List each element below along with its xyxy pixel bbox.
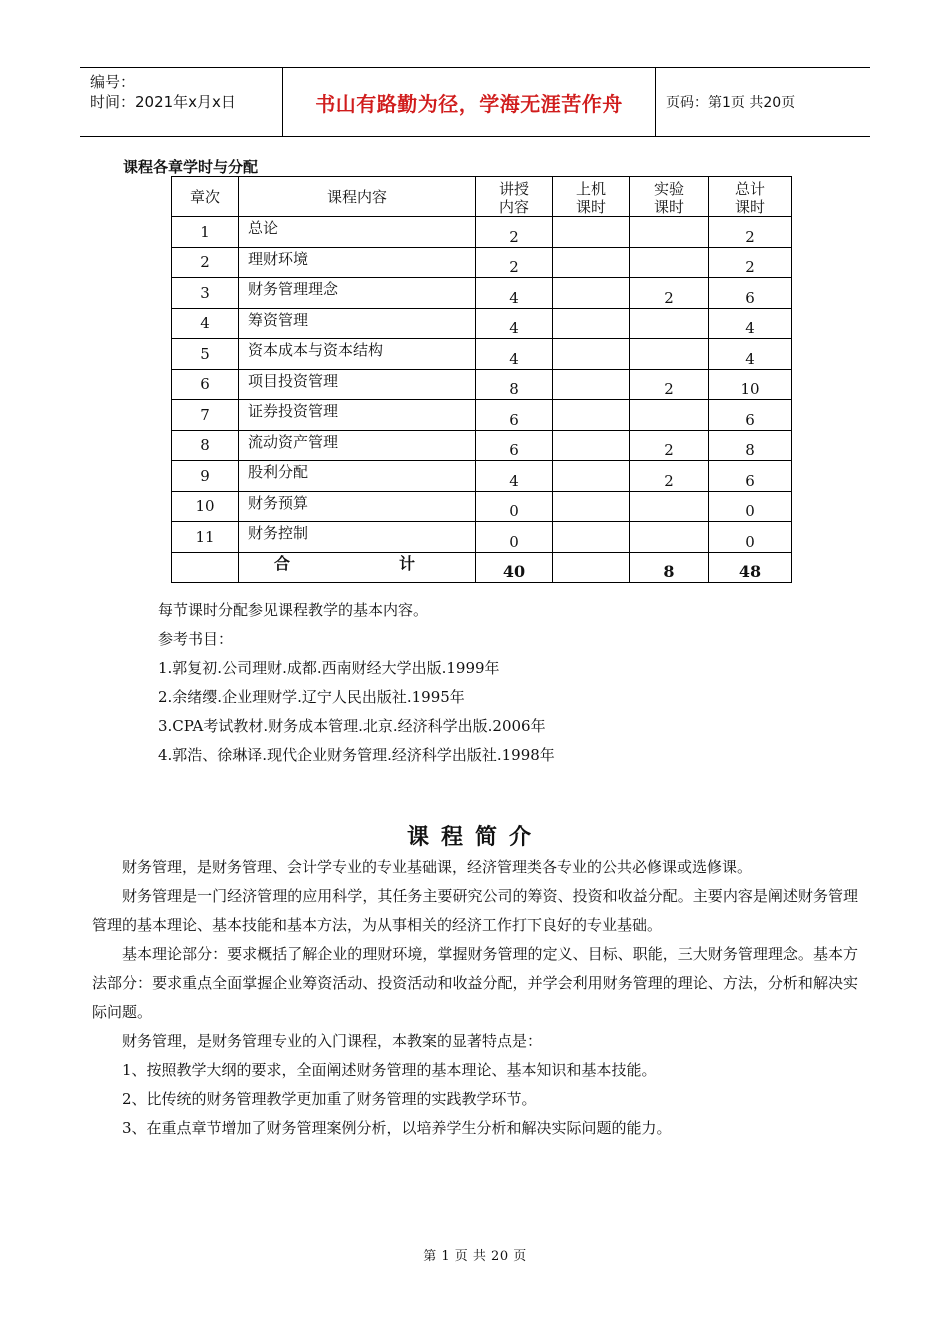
row-name: 财务管理理念 [239, 278, 476, 309]
row-lab [553, 461, 630, 492]
row-total: 6 [709, 461, 792, 492]
time-label: 时间：2021年x月x日 [90, 93, 236, 111]
row-experiment [630, 217, 709, 248]
table-total-row [172, 552, 792, 583]
row-name: 证券投资管理 [239, 400, 476, 431]
row-experiment [630, 308, 709, 339]
row-total: 0 [709, 491, 792, 522]
row-lecture: 2 [476, 217, 553, 248]
row-total: 6 [709, 400, 792, 431]
table-title: 课程各章学时与分配 [123, 158, 259, 176]
row-no: 3 [172, 278, 239, 309]
row-no: 5 [172, 339, 239, 370]
header-lecture [476, 177, 553, 217]
total-no [172, 552, 239, 583]
intro-title: 课程简介 [406, 824, 543, 850]
total-lecture: 40 [476, 552, 553, 583]
row-name: 总论 [239, 217, 476, 248]
row-total: 2 [709, 217, 792, 248]
header-meta [80, 68, 282, 136]
intro-body [92, 853, 858, 1143]
header-experiment [630, 177, 709, 217]
references-heading: 参考书目： [158, 630, 234, 648]
table-row [172, 430, 792, 461]
serial-label: 编号： [90, 73, 136, 91]
total-label-2: 计 [398, 553, 415, 573]
intro-paragraph: 基本理论部分：要求概括了解企业的理财环境，掌握财务管理的定义、目标、职能，三大财务管理理念。基本方法部分：要求重点全面掌握企业筹资活动、投资活动和收益分配，并学会利用财务管理的理论、方法，分析和解决实际问题。 [92, 945, 858, 1021]
table-row [172, 308, 792, 339]
total-total: 48 [709, 552, 792, 583]
intro-paragraph: 财务管理，是财务管理专业的入门课程，本教案的显著特点是： [122, 1032, 543, 1050]
intro-paragraph: 1、按照教学大纲的要求，全面阐述财务管理的基本理论、基本知识和基本技能。 [122, 1061, 657, 1079]
page-footer: 第 1 页 共 20 页 [423, 1249, 527, 1264]
row-lecture: 2 [476, 247, 553, 278]
total-label-1: 合 [274, 553, 291, 573]
row-experiment: 2 [630, 369, 709, 400]
hours-note: 每节课时分配参见课程教学的基本内容。 [158, 601, 429, 619]
row-total: 10 [709, 369, 792, 400]
row-lecture: 4 [476, 308, 553, 339]
row-no: 11 [172, 522, 239, 553]
row-total: 6 [709, 278, 792, 309]
row-lecture: 0 [476, 491, 553, 522]
row-name: 筹资管理 [239, 308, 476, 339]
row-name: 股利分配 [239, 461, 476, 492]
row-lab [553, 491, 630, 522]
header-content: 课程内容 [239, 177, 476, 217]
row-name: 理财环境 [239, 247, 476, 278]
row-experiment: 2 [630, 278, 709, 309]
page-header [80, 67, 870, 137]
row-lab [553, 369, 630, 400]
row-no: 9 [172, 461, 239, 492]
total-experiment: 8 [630, 552, 709, 583]
header-lecture-line1: 讲授 [498, 180, 529, 198]
row-lecture: 6 [476, 430, 553, 461]
row-no: 6 [172, 369, 239, 400]
row-total: 2 [709, 247, 792, 278]
references-section [158, 596, 555, 770]
total-label [239, 552, 476, 583]
row-no: 7 [172, 400, 239, 431]
header-lab [553, 177, 630, 217]
header-lecture-line2: 内容 [498, 198, 529, 216]
row-experiment [630, 339, 709, 370]
row-experiment [630, 491, 709, 522]
row-lecture: 4 [476, 461, 553, 492]
header-lab-line1: 上机 [575, 180, 606, 198]
row-no: 10 [172, 491, 239, 522]
header-exp-line2: 课时 [653, 198, 684, 216]
table-row [172, 491, 792, 522]
table-row [172, 217, 792, 248]
header-total-line2: 课时 [734, 198, 765, 216]
table-row [172, 400, 792, 431]
row-experiment [630, 247, 709, 278]
table-row [172, 339, 792, 370]
row-total: 4 [709, 339, 792, 370]
row-lab [553, 217, 630, 248]
table-row [172, 461, 792, 492]
row-total: 8 [709, 430, 792, 461]
table-row [172, 247, 792, 278]
row-experiment: 2 [630, 461, 709, 492]
hours-table-body [172, 217, 792, 583]
row-experiment [630, 522, 709, 553]
header-total [709, 177, 792, 217]
hours-table [171, 176, 792, 583]
header-motto [282, 68, 656, 136]
row-total: 0 [709, 522, 792, 553]
header-lab-line2: 课时 [575, 198, 606, 216]
row-no: 2 [172, 247, 239, 278]
reference-item: 4.郭浩、徐琳译.现代企业财务管理.经济科学出版社.1998年 [158, 746, 555, 764]
motto-text: 书山有路勤为径，学海无涯苦作舟 [315, 91, 623, 116]
row-lab [553, 430, 630, 461]
header-page-info [656, 68, 870, 136]
header-total-line1: 总计 [734, 180, 765, 198]
intro-paragraph: 财务管理是一门经济管理的应用科学，其任务主要研究公司的筹资、投资和收益分配。主要内容是阐述财务管理管理的基本理论、基本技能和基本方法，为从事相关的经济工作打下良好的专业基础。 [92, 887, 858, 934]
row-no: 1 [172, 217, 239, 248]
row-experiment [630, 400, 709, 431]
reference-item: 3.CPA考试教材.财务成本管理.北京.经济科学出版.2006年 [158, 717, 546, 735]
row-no: 4 [172, 308, 239, 339]
row-name: 流动资产管理 [239, 430, 476, 461]
row-lab [553, 339, 630, 370]
header-chapter: 章次 [172, 177, 239, 217]
intro-paragraph: 3、在重点章节增加了财务管理案例分析，以培养学生分析和解决实际问题的能力。 [122, 1119, 672, 1137]
intro-paragraph: 财务管理，是财务管理、会计学专业的专业基础课，经济管理类各专业的公共必修课或选修课。 [122, 858, 753, 876]
row-name: 财务预算 [239, 491, 476, 522]
total-lab [553, 552, 630, 583]
reference-item: 2.余绪缨.企业理财学.辽宁人民出版社.1995年 [158, 688, 465, 706]
table-header-row [172, 177, 792, 217]
table-row [172, 369, 792, 400]
row-total: 4 [709, 308, 792, 339]
row-lab [553, 522, 630, 553]
row-lab [553, 247, 630, 278]
header-exp-line1: 实验 [653, 180, 684, 198]
row-lecture: 6 [476, 400, 553, 431]
table-row [172, 278, 792, 309]
intro-paragraph: 2、比传统的财务管理教学更加重了财务管理的实践教学环节。 [122, 1090, 537, 1108]
row-lab [553, 278, 630, 309]
row-lecture: 0 [476, 522, 553, 553]
row-lecture: 4 [476, 339, 553, 370]
row-name: 项目投资管理 [239, 369, 476, 400]
reference-item: 1.郭复初.公司理财.成都.西南财经大学出版.1999年 [158, 659, 500, 677]
row-name: 财务控制 [239, 522, 476, 553]
table-row [172, 522, 792, 553]
page-label: 页码：第1页 共20页 [666, 95, 796, 111]
row-lecture: 8 [476, 369, 553, 400]
row-lab [553, 308, 630, 339]
row-name: 资本成本与资本结构 [239, 339, 476, 370]
row-lecture: 4 [476, 278, 553, 309]
row-experiment: 2 [630, 430, 709, 461]
row-lab [553, 400, 630, 431]
row-no: 8 [172, 430, 239, 461]
